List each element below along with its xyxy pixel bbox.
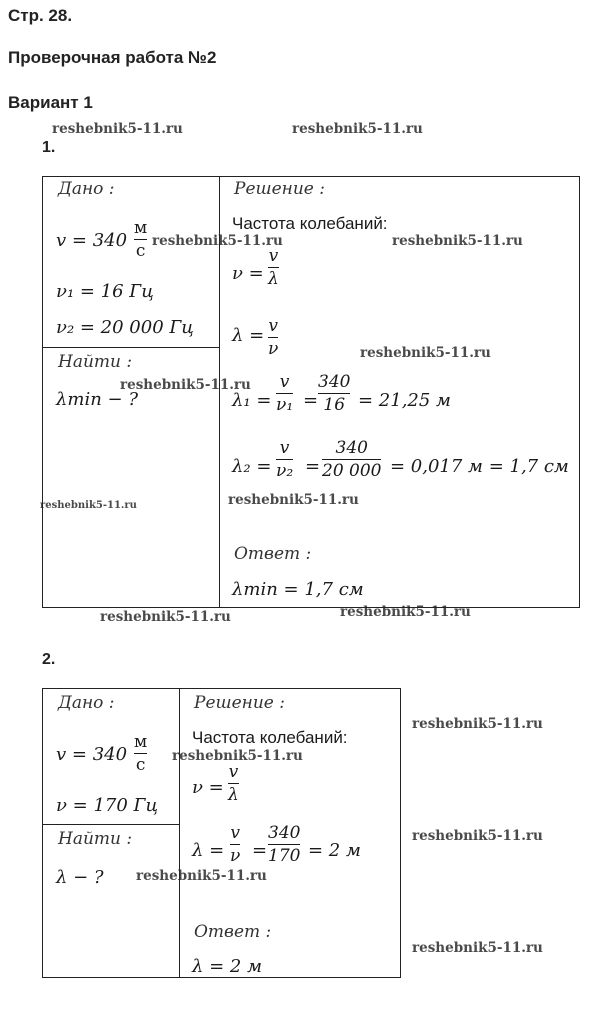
task2-solution-label: Решение : xyxy=(194,693,286,713)
numerator: v xyxy=(228,762,239,782)
watermark: reshebnik5-11.ru xyxy=(412,716,543,732)
task2-number: 2. xyxy=(42,651,56,668)
denominator: ν xyxy=(230,846,241,866)
task2-given-label: Дано : xyxy=(58,693,115,713)
watermark: reshebnik5-11.ru xyxy=(340,604,471,620)
fraction-bar xyxy=(268,267,279,268)
task1-given-nu2: ν₂ = 20 000 Гц xyxy=(56,317,194,338)
task1-f4-fraction1 xyxy=(276,440,293,480)
task2-f2-fraction2 xyxy=(268,825,300,865)
task2-find: λ − ? xyxy=(56,867,104,888)
numerator: 340 xyxy=(318,372,351,392)
work-title: Проверочная работа №2 xyxy=(8,48,217,67)
fraction-bar xyxy=(276,393,293,394)
task1-f4-eq: = xyxy=(305,456,321,477)
denominator: ν xyxy=(268,339,279,359)
task1-f2-fraction xyxy=(268,318,278,358)
watermark: reshebnik5-11.ru xyxy=(292,121,423,137)
task1-solution-label: Решение : xyxy=(234,179,326,199)
fraction-bar xyxy=(134,239,147,240)
task1-speed-unit xyxy=(134,220,147,260)
unit-denominator: с xyxy=(135,241,146,261)
task1-f3-fraction1 xyxy=(276,374,293,414)
denominator: 20 000 xyxy=(322,461,382,481)
task2-given-nu: ν = 170 Гц xyxy=(56,795,159,816)
task1-f4-lhs: λ₂ = xyxy=(232,456,272,477)
denominator: ν₂ xyxy=(276,461,294,481)
watermark: reshebnik5-11.ru xyxy=(412,828,543,844)
watermark: reshebnik5-11.ru xyxy=(40,500,137,511)
task1-answer: λmin = 1,7 см xyxy=(232,579,364,600)
task2-speed-unit xyxy=(134,734,147,774)
task1-given-nu1: ν₁ = 16 Гц xyxy=(56,281,154,302)
task2-f2-result: = 2 м xyxy=(308,840,361,861)
task2-f2-eq: = xyxy=(252,840,268,861)
denominator: ν₁ xyxy=(276,395,294,415)
task1-f4-result: = 0,017 м = 1,7 см xyxy=(390,456,569,477)
task2-freq-label: Частота колебаний: xyxy=(192,728,348,747)
task1-f3-eq: = xyxy=(303,390,319,411)
fraction-bar xyxy=(268,844,300,845)
task2-f1-lhs: ν = xyxy=(192,777,224,798)
watermark: reshebnik5-11.ru xyxy=(392,233,523,249)
unit-denominator: с xyxy=(135,755,146,775)
page-number: Стр. 28. xyxy=(8,6,73,25)
fraction-bar xyxy=(318,393,350,394)
fraction-bar xyxy=(268,337,278,338)
numerator: v xyxy=(268,316,278,336)
task1-given-label: Дано : xyxy=(58,179,115,199)
numerator: v xyxy=(279,372,290,392)
task2-given-speed: v = 340 xyxy=(56,744,128,765)
task1-f3-fraction2 xyxy=(318,374,350,414)
numerator: v xyxy=(230,823,240,843)
watermark: reshebnik5-11.ru xyxy=(52,121,183,137)
task1-given-speed: v = 340 xyxy=(56,230,128,251)
watermark: reshebnik5-11.ru xyxy=(228,492,359,508)
task2-answer-label: Ответ : xyxy=(194,922,272,942)
numerator: v xyxy=(279,438,290,458)
task1-answer-label: Ответ : xyxy=(234,544,312,564)
task2-f1-fraction xyxy=(228,764,239,804)
denominator: λ xyxy=(268,269,279,289)
task1-f2-lhs: λ = xyxy=(232,325,265,346)
task1-number: 1. xyxy=(42,139,56,156)
unit-numerator: м xyxy=(134,732,148,752)
fraction-bar xyxy=(134,753,147,754)
denominator: λ xyxy=(228,785,239,805)
task1-find-label: Найти : xyxy=(58,352,133,372)
task2-f2-fraction1 xyxy=(230,825,240,865)
denominator: 16 xyxy=(323,395,346,415)
task1-find: λmin − ? xyxy=(56,389,139,410)
watermark: reshebnik5-11.ru xyxy=(412,940,543,956)
fraction-bar xyxy=(228,783,239,784)
task1-f4-fraction2 xyxy=(322,440,381,480)
watermark: reshebnik5-11.ru xyxy=(136,868,267,884)
task1-f3-lhs: λ₁ = xyxy=(232,390,272,411)
fraction-bar xyxy=(230,844,240,845)
task1-f1-fraction xyxy=(268,248,279,288)
task1-given-divider xyxy=(42,347,220,348)
watermark: reshebnik5-11.ru xyxy=(360,345,491,361)
watermark: reshebnik5-11.ru xyxy=(120,377,251,393)
task1-freq-label: Частота колебаний: xyxy=(232,214,388,233)
numerator: 340 xyxy=(268,823,301,843)
fraction-bar xyxy=(276,459,293,460)
variant-title: Вариант 1 xyxy=(8,93,93,112)
numerator: 340 xyxy=(335,438,368,458)
task2-find-label: Найти : xyxy=(58,829,133,849)
task1-f1-lhs: ν = xyxy=(232,263,264,284)
task2-f2-lhs: λ = xyxy=(192,840,225,861)
task1-divider xyxy=(219,176,220,608)
task2-divider xyxy=(179,688,180,978)
watermark: reshebnik5-11.ru xyxy=(152,233,283,249)
task1-f3-result: = 21,25 м xyxy=(358,390,451,411)
task2-answer: λ = 2 м xyxy=(192,956,263,977)
watermark: reshebnik5-11.ru xyxy=(100,609,231,625)
fraction-bar xyxy=(322,459,381,460)
numerator: v xyxy=(268,246,279,266)
unit-numerator: м xyxy=(134,218,148,238)
denominator: 170 xyxy=(268,846,301,866)
watermark: reshebnik5-11.ru xyxy=(172,748,303,764)
task2-given-divider xyxy=(42,824,180,825)
